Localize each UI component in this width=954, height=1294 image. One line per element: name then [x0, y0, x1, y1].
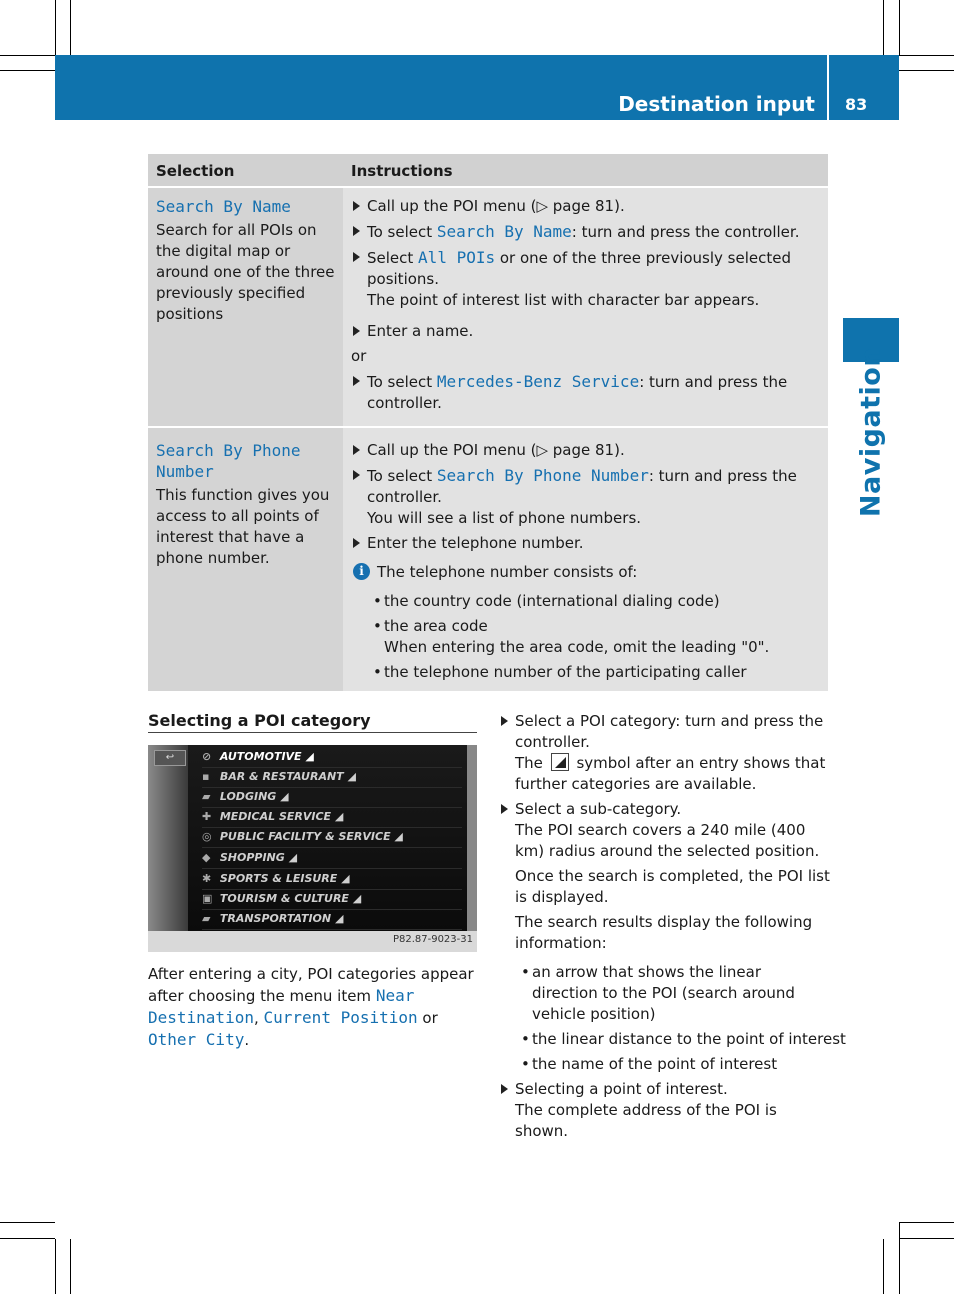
- list-item: • the telephone number of the participating caller: [351, 662, 820, 683]
- side-tab-label: Navigation: [855, 346, 887, 518]
- back-icon: ↩: [154, 750, 186, 766]
- sports-icon: ✱: [202, 872, 212, 885]
- crop-mark: [55, 0, 56, 55]
- body-text: or: [417, 1009, 438, 1027]
- poi-category-screen: [148, 745, 477, 952]
- crop-mark: [70, 1239, 71, 1294]
- screen-scrollbar: [467, 745, 477, 931]
- poi-category-label: AUTOMOTIVE: [219, 750, 302, 763]
- poi-category-label: SHOPPING: [219, 851, 285, 864]
- step-note: The POI search covers a 240 mile (400 km) radius around the selected position.: [515, 821, 820, 860]
- selection-description: This function gives you access to all points of interest that have a phone number.: [156, 486, 330, 567]
- menu-item-name: Current Position: [263, 1008, 418, 1027]
- step-note: The complete address of the POI is shown.: [515, 1101, 777, 1140]
- header-divider: [827, 55, 829, 120]
- instructions-cell: [343, 187, 828, 427]
- list-item: • the country code (international dialing code): [351, 591, 820, 612]
- poi-category-item: ⊘ AUTOMOTIVE ◢: [202, 747, 462, 768]
- selection-title: Search By Phone Number: [156, 441, 301, 481]
- step-text: Call up the POI menu (▷ page 81).: [367, 197, 625, 215]
- instruction-step: [499, 799, 831, 820]
- poi-category-item: ✚ MEDICAL SERVICE ◢: [202, 807, 462, 828]
- tourism-icon: ▣: [202, 892, 213, 905]
- section-title: Selecting a POI category: [148, 711, 477, 733]
- poi-category-label: SPORTS & LEISURE: [219, 872, 338, 885]
- instructions-cell: [343, 427, 828, 691]
- body-text: .: [244, 1031, 250, 1049]
- step-text: To select: [367, 467, 437, 485]
- more-categories-icon: [551, 753, 569, 771]
- instruction-step: [499, 711, 831, 753]
- right-column: [499, 711, 846, 1142]
- menu-item-name: Search By Phone Number: [436, 466, 649, 485]
- screen-display: [148, 745, 477, 931]
- step-text: or one of the three previously selected positions.: [367, 249, 791, 288]
- crop-mark: [899, 1238, 954, 1239]
- crop-mark: [0, 55, 55, 56]
- list-item: • the area code: [351, 616, 820, 637]
- poi-category-label: TOURISM & CULTURE: [219, 892, 349, 905]
- selection-title: Search By Name: [156, 197, 291, 216]
- step-text: Enter the telephone number.: [367, 534, 584, 552]
- step-text: The: [515, 754, 548, 772]
- menu-item-name: Search By Name: [436, 222, 572, 241]
- poi-category-item: ◆ SHOPPING ◢: [202, 848, 462, 869]
- crop-mark: [899, 1222, 900, 1294]
- step-note: Once the search is completed, the POI list is displayed.: [515, 867, 830, 906]
- info-icon: i: [353, 563, 370, 580]
- selection-cell: [148, 427, 343, 691]
- step-text: Selecting a point of interest.: [515, 1080, 728, 1098]
- step-text: : turn and press the controller.: [367, 373, 788, 412]
- instruction-step: [351, 321, 820, 342]
- page-number: 83: [845, 95, 868, 114]
- instruction-step: [351, 465, 820, 508]
- step-text: Select a sub-category.: [515, 800, 682, 818]
- list-item: • the name of the point of interest: [499, 1054, 831, 1075]
- crop-mark: [899, 1222, 954, 1223]
- selection-description: Search for all POIs on the digital map or around one of the three previously specified positions: [156, 221, 335, 323]
- lodging-icon: ▰: [202, 790, 211, 803]
- menu-item-name: All POIs: [418, 248, 496, 267]
- column-header-instructions: Instructions: [343, 154, 828, 187]
- table-row: [148, 427, 828, 691]
- menu-item-name: Near Destination: [148, 986, 415, 1027]
- step-note: [499, 753, 831, 795]
- poi-category-label: LODGING: [219, 790, 277, 803]
- poi-category-item: ▰ TRANSPORTATION ◢: [202, 909, 462, 930]
- automotive-icon: ⊘: [202, 750, 212, 763]
- body-text: ,: [253, 1009, 264, 1027]
- poi-category-item: ▪ BAR & RESTAURANT ◢: [202, 767, 462, 788]
- crop-mark: [899, 0, 900, 55]
- left-paragraph: [148, 964, 477, 1051]
- poi-category-item: ◎ PUBLIC FACILITY & SERVICE ◢: [202, 827, 462, 848]
- instruction-step: [351, 196, 820, 217]
- selection-cell: [148, 187, 343, 427]
- shopping-icon: ◆: [202, 851, 211, 864]
- instruction-step: [351, 247, 820, 290]
- step-text: Select: [367, 249, 419, 267]
- instruction-step: [499, 1079, 831, 1100]
- screen-left-panel: [148, 745, 188, 931]
- poi-category-label: MEDICAL SERVICE: [219, 810, 332, 823]
- step-note: The search results display the following information:: [515, 913, 813, 952]
- crop-mark: [0, 1222, 55, 1223]
- list-item: • an arrow that shows the linear direction to the POI (search around vehicle position): [499, 962, 831, 1025]
- step-text: To select: [367, 373, 437, 391]
- image-code: P82.87-9023-31: [392, 934, 473, 945]
- instructions-table: [148, 154, 828, 691]
- step-text: : turn and press the controller.: [571, 223, 800, 241]
- menu-item-name: Other City: [148, 1030, 245, 1049]
- crop-mark: [883, 1239, 884, 1294]
- poi-category-item: ✱ SPORTS & LEISURE ◢: [202, 869, 462, 890]
- step-text: Select a POI category: turn and press the controller.: [515, 712, 824, 751]
- instruction-step: [351, 371, 820, 414]
- step-text: symbol after an entry shows that further categories are available.: [515, 754, 826, 793]
- image-caption: [148, 931, 477, 952]
- info-text: The telephone number consists of:: [377, 563, 638, 581]
- transportation-icon: ▰: [202, 912, 211, 925]
- instruction-step: [351, 533, 820, 554]
- instruction-step: [351, 440, 820, 461]
- crop-mark: [0, 1238, 55, 1239]
- header-title: Destination input: [618, 92, 815, 116]
- instruction-step: [351, 221, 820, 243]
- list-item: • the linear distance to the point of interest: [499, 1029, 831, 1050]
- step-note: The point of interest list with character bar appears.: [367, 291, 760, 309]
- poi-category-label: BAR & RESTAURANT: [219, 770, 344, 783]
- body-text: After entering a city, POI categories appear after choosing the menu item: [148, 965, 474, 1005]
- poi-category-label: PUBLIC FACILITY & SERVICE: [219, 830, 391, 843]
- table-row: [148, 187, 828, 427]
- menu-item-name: Mercedes-Benz Service: [436, 372, 640, 391]
- crop-mark: [55, 1239, 56, 1294]
- public-facility-icon: ◎: [202, 830, 212, 843]
- column-header-selection: Selection: [148, 154, 343, 187]
- poi-category-label: TRANSPORTATION: [219, 912, 332, 925]
- crop-mark: [883, 0, 884, 55]
- crop-mark: [899, 55, 954, 56]
- step-text: Enter a name.: [367, 322, 474, 340]
- info-note: [351, 562, 820, 583]
- crop-mark: [0, 70, 55, 71]
- crop-mark: [899, 70, 954, 71]
- page-header: [55, 55, 899, 120]
- crop-mark: [70, 0, 71, 55]
- or-text: or: [351, 347, 367, 365]
- step-text: Call up the POI menu (▷ page 81).: [367, 441, 625, 459]
- restaurant-icon: ▪: [202, 770, 210, 783]
- medical-icon: ✚: [202, 810, 212, 823]
- poi-category-item: ▣ TOURISM & CULTURE ◢: [202, 889, 462, 910]
- list-item-note: When entering the area code, omit the leading "0".: [384, 638, 770, 656]
- poi-category-item: ▰ LODGING ◢: [202, 787, 462, 808]
- step-note: You will see a list of phone numbers.: [367, 509, 642, 527]
- step-text: : turn and press the controller.: [367, 467, 797, 506]
- step-text: To select: [367, 223, 437, 241]
